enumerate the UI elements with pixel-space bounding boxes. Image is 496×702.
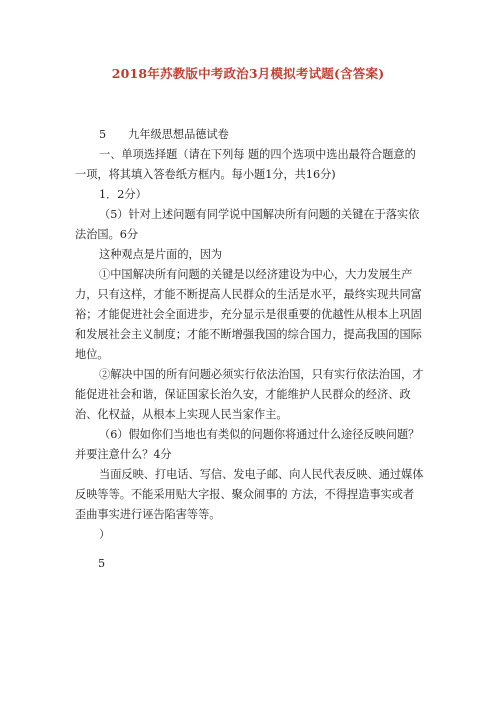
question-5-intro: 这种观点是片面的，因为 — [99, 248, 223, 261]
question-5-point-2: ②解决中国的所有问题必须实行依法治国，只有实行依法治国，才能促进社会和谐，保证国家长治久安，才能维护人民群众的经济、政治、化权益，从根本上实现人民当家作主。 — [75, 368, 424, 421]
exam-subject: 九年级思想品德试卷 — [128, 128, 229, 141]
question-6-answer: 当面反映、打电话、写信、发电子邮、向人民代表反映、通过媒体反映等等。不能采用贴大字报、聚众闹事的 方法，不得捏造事实或者歪曲事实进行诬告陷害等等。 — [75, 468, 424, 521]
section-marks: 1．2分） — [99, 188, 147, 201]
section-heading: 一、单项选择题（请在下列每 题的四个选项中选出最符合题意的一项，将其填入答卷纸方框内。每小题1分，共16分) — [75, 148, 416, 181]
exam-header — [99, 125, 229, 145]
header-page-number: 5 — [99, 128, 107, 141]
question-6-stem: （6）假如你们当地也有类似的问题你将通过什么途径反映问题？并要注意什么？4分 — [75, 428, 420, 461]
question-5-point-1: ①中国解决所有问题的关键是以经济建设为中心，大力发展生产力，只有这样，才能不断提高人民群众的生活是水平，最终实现共同富裕；才能促进社会全面进步，充分显示是很重要的优越性从根本上巩固和发展社会主义制度；才能不断增强我国的综合国力，提高我国的国际地位。 — [75, 268, 422, 361]
closing-paren: ） — [99, 528, 111, 541]
document-title: 2018年苏教版中考政治3月模拟考试题(含答案) — [111, 66, 385, 81]
footer-page-number: 5 — [98, 557, 106, 570]
document-body — [75, 145, 425, 545]
question-5-stem: （5）针对上述问题有同学说中国解决所有问题的关键在于落实依法治国。6分 — [75, 208, 420, 241]
